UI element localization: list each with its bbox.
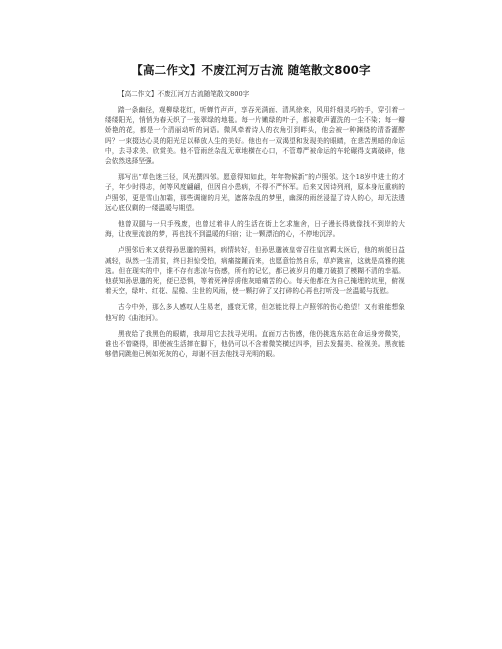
document-body xyxy=(105,88,405,365)
document-title: 【高二作文】不废江河万古流 随笔散文800字 xyxy=(131,63,371,77)
paragraph-2: 那写出“草色迷三径，风光撰四邻。愿意得知如此，年年物候新”的卢照邻。这个18岁中进士的才子，年少时得志，何等风度翩翩，但因自小患病，不得不严怀军。后来又因诗列刑，原本身厄重病的卢照邻，更是雪山加霜，那些调谢的月光，遮落杂乱的梦里，幽深的雨丝浸湿了诗人的心，却无法透远心底仅剩的一缕温暖与期望。 xyxy=(105,173,405,212)
paragraph-3: 他曾双腿与一只手残废，也曾过着非人的生活在街上乞求施舍，日子漫长得就像找不到岸的大海，让夜里流浪的梦，再也找不到温暖的归宿；让一颗漂泊的心，不停地沉浮。 xyxy=(105,220,405,239)
paragraph-1: 踏一条幽径，观柳绿花红，听蝉竹声声，享吞光满面、清风徐来，风用纤细灵巧的手，穿引着一缕缕阳光，悄悄为春天织了一张翠绿的地毯。每一片嫩绿的叶子，都被歌声灌洗的一尘不染；每一瓣娇艳的花，都是一个清丽动听的词语。微风牵着诗人的衣角引到畔头，他会被一种渊绕的清香灌醉吗？一束掇达心灵的阳光足以释放人生的美好。他也有一双渴望和发现美的眼睛，在悲苦黑暗的命运中，去寻求美、欣赏美。他不管雨丝杂乱无章地横在心口，不管尊严被命运的车轮碾得支离破碎，他会依然选择坚强。 xyxy=(105,106,405,166)
document-subtitle: 【高二作文】不废江河万古流随笔散文800字 xyxy=(118,90,250,98)
paragraph-6: 黑夜给了我黑色的眼睛，我却用它去找寻光明。直面万古伤感，他仍挑选东站在命运身旁微笑，谁也不曾晓得，即使被生活摔在脚下，他仍可以不含着微笑横过四季，回去发掘美、检视美。黑夜能够借同跳他已例如死灰的心，却谢不回去他找寻光明的眼。 xyxy=(105,329,405,359)
paragraph-5: 古今中外，那么多人感叹人生易老，盛衰无常，但怎能比得上卢照邻的伤心绝望！又有谁能想象他写的《曲池河》。 xyxy=(105,303,405,322)
paragraph-4: 卢照邻后来又获得孙思邈的照料，病情转好，但孙思邈被皇帝召往皇宫羁太医后，他的病便日益减轻，纵然一生清贫，终日担惊受怕，病痛接踵而来，也愿意怡然自乐，草庐跳宙，这就是高雅的挑选。但在现实的中，谁不存有悲凉与伤感，所有的记忆，都已被岁月的雕刀破损了模糊不清的幸福。他获知孙思邈的死，便已恐惧，等着死神俘虏他灰暗痛苦的心。每天他都在为自己掩埋的坑里，俯视着天空，绿叶、红花、屋檐、尘世的风雨，使一颗打碎了又打碎的心再也打听没一丝温暖与抚慰。 xyxy=(105,246,405,296)
